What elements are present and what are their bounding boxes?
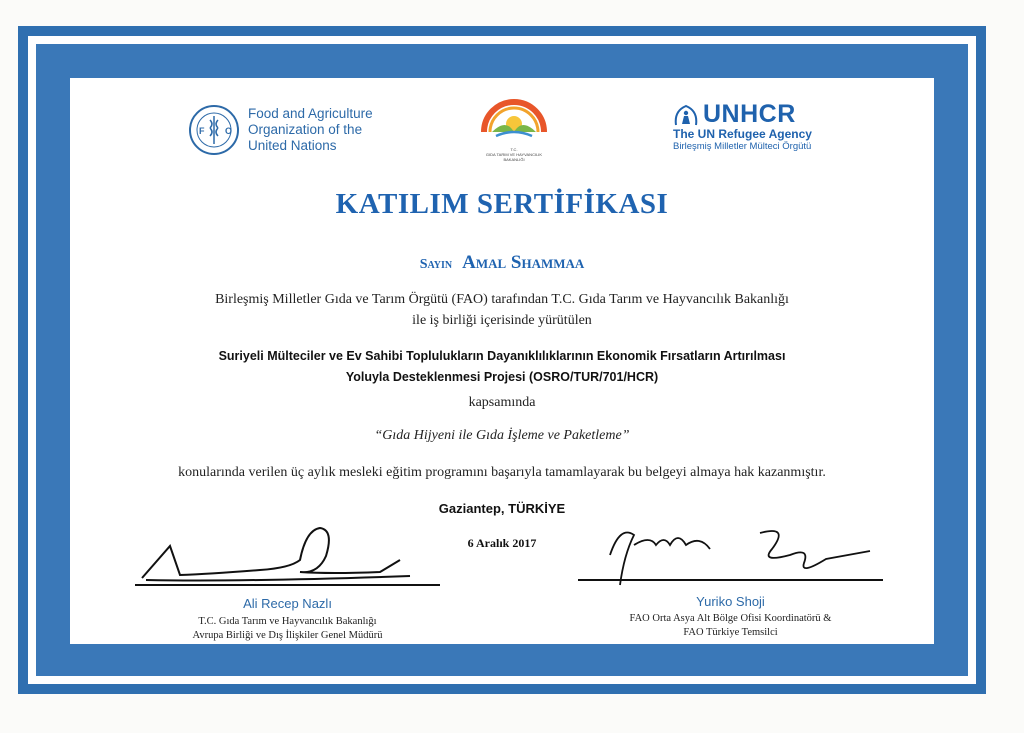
- certificate-title: KATILIM SERTİFİKASI: [335, 188, 669, 220]
- completion-text: konularında verilen üç aylık mesleki eğitim programını başarıyla tamamlayarak bu belgeyi almaya hak kazanmıştır.: [178, 465, 826, 480]
- project-line-1: Suriyeli Mülteciler ve Ev Sahibi Toplulukların Dayanıklılıklarının Ekonomik Fırsatların Artırılması: [218, 349, 786, 363]
- right-title-line: FAO Orta Asya Alt Bölge Ofisi Koordinatörü &: [629, 613, 832, 624]
- left-signature-line: [135, 584, 440, 586]
- unhcr-logo: [673, 100, 812, 152]
- fao-logo: [188, 104, 373, 156]
- ministry-emblem-icon: [476, 88, 552, 142]
- recipient-name: Amal Shammaa: [462, 252, 585, 273]
- right-signatory-name: Yuriko Shoji: [696, 594, 765, 609]
- place-text: Gaziantep, TÜRKİYE: [438, 501, 566, 516]
- right-signature-line: [578, 579, 883, 581]
- recipient-line: [70, 252, 934, 274]
- fao-name: [248, 106, 373, 154]
- project-line-2: Yoluyla Desteklenmesi Projesi (OSRO/TUR/701/HCR): [345, 370, 659, 384]
- unhcr-emblem-icon: [673, 103, 699, 127]
- left-title-line: Avrupa Birliği ve Dış İlişkiler Genel Müdürü: [192, 630, 383, 641]
- unhcr-tagline: The UN Refugee Agency: [673, 127, 812, 141]
- intro-line-2: ile iş birliği içerisinde yürütülen: [412, 313, 592, 328]
- fao-emblem-icon: [188, 104, 240, 156]
- fao-name-line: Organization of the: [248, 122, 363, 137]
- right-signature-icon: [590, 515, 890, 595]
- svg-text:O: O: [225, 126, 233, 136]
- ministry-logo: [476, 88, 552, 162]
- ministry-name-line: GIDA TARIM VE HAYVANCILIK: [485, 152, 543, 157]
- ministry-name-line: BAKANLIĞI: [503, 157, 525, 162]
- salutation: Sayın: [419, 257, 453, 272]
- fao-name-line: Food and Agriculture: [248, 106, 373, 121]
- left-signatory-title: [135, 615, 440, 643]
- right-signatory-title: [578, 612, 883, 640]
- ministry-name-line: T.C.: [510, 147, 518, 152]
- svg-text:F: F: [199, 126, 205, 136]
- left-title-line: T.C. Gıda Tarım ve Hayvancılık Bakanlığı: [198, 616, 377, 627]
- fao-name-line: United Nations: [248, 138, 337, 153]
- right-title-line: FAO Türkiye Temsilci: [683, 627, 778, 638]
- left-signature-icon: [130, 520, 430, 590]
- date-text: 6 Aralık 2017: [467, 536, 537, 550]
- left-signatory-name: Ali Recep Nazlı: [243, 596, 332, 611]
- intro-line-1: Birleşmiş Milletler Gıda ve Tarım Örgütü (FAO) tarafından T.C. Gıda Tarım ve Hayvancılık Bakanlığı: [215, 292, 789, 307]
- scope-text: kapsamında: [468, 395, 536, 410]
- unhcr-tagline-tr: Birleşmiş Milletler Mülteci Örgütü: [673, 141, 812, 152]
- training-topic: “Gıda Hijyeni ile Gıda İşleme ve Paketleme”: [374, 428, 630, 443]
- unhcr-brand: UNHCR: [703, 100, 796, 128]
